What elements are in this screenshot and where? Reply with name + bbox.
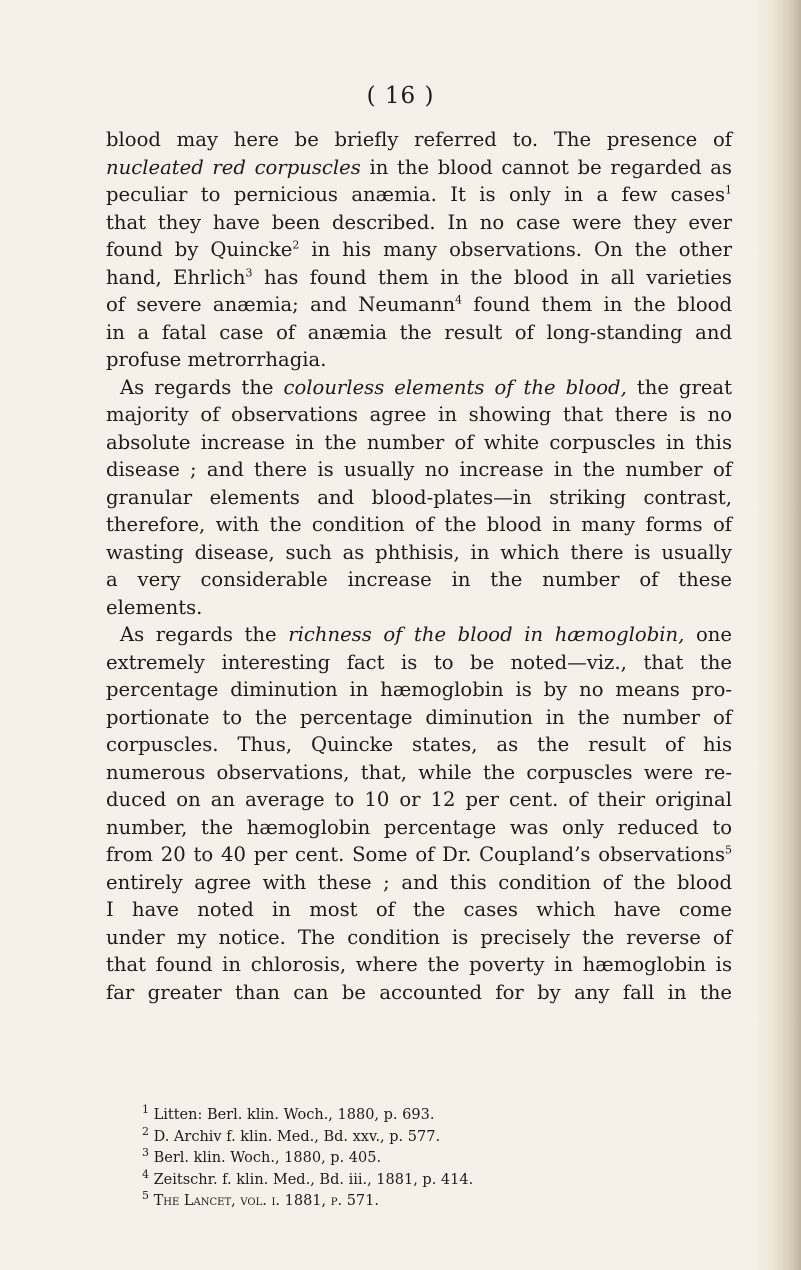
text-line <box>106 319 732 347</box>
text-run: therefore, with the condition of the blood in many forms of <box>106 513 732 536</box>
footnote <box>142 1167 742 1192</box>
text-run: majority of observations agree in showing that there is no <box>106 403 732 426</box>
text-run: hand, Ehrlich <box>106 265 246 289</box>
footnote-text: The Lancet, vol. i. 1881, p. 571. <box>149 1193 379 1209</box>
footnote-ref: 3 <box>245 265 253 279</box>
text-line <box>106 181 732 209</box>
text-run: disease ; and there is usually no increase in the number of <box>106 458 732 481</box>
footnote-text: Berl. klin. Woch., 1880, p. 405. <box>149 1150 382 1166</box>
footnote-number: 3 <box>142 1146 149 1160</box>
text-run: wasting disease, such as phthisis, in which there is usually <box>106 540 732 564</box>
text-line <box>106 649 732 677</box>
text-line <box>106 511 732 539</box>
text-line <box>106 374 732 402</box>
text-line <box>106 429 732 457</box>
footnote-number: 1 <box>142 1103 149 1117</box>
page-number: ( 16 ) <box>366 83 435 109</box>
text-run: profuse metrorrhagia. <box>106 348 327 371</box>
text-line <box>106 209 732 237</box>
text-run: in his many observations. On the other <box>299 238 732 261</box>
text-line <box>106 704 732 732</box>
footnote-ref: 5 <box>725 843 732 857</box>
text-run: in the blood cannot be regarded as <box>360 155 732 179</box>
text-run: entirely agree with these ; and this condition of the blood <box>106 870 732 894</box>
text-run: absolute increase in the number of white corpuscles in this <box>106 430 732 454</box>
text-run: in a fatal case of anæmia the result of long-standing and <box>106 320 732 344</box>
text-run: the great <box>626 375 732 399</box>
text-run: percentage diminution in hæmoglobin is by no means pro- <box>106 678 732 701</box>
body-text <box>106 126 732 1006</box>
text-line <box>106 924 732 952</box>
footnote-ref: 4 <box>455 293 463 307</box>
text-line <box>106 951 732 979</box>
text-line <box>106 236 732 264</box>
text-run: extremely interesting fact is to be noted—viz., that the <box>106 650 732 674</box>
text-run: peculiar to pernicious anæmia. It is only in a few cases <box>106 183 725 206</box>
text-run: one <box>684 623 732 646</box>
text-line <box>106 346 732 374</box>
text-line <box>106 484 732 512</box>
text-line <box>106 869 732 897</box>
text-run: elements. <box>106 595 203 619</box>
italic-text: colourless elements of the blood, <box>283 375 627 399</box>
italic-text: nucleated red corpuscles <box>106 155 361 179</box>
text-run: that found in chlorosis, where the poverty in hæmoglobin is <box>106 953 732 976</box>
text-line <box>106 154 732 182</box>
text-line <box>106 566 732 594</box>
text-run: has found them in the blood in all varieties <box>252 265 732 289</box>
footnote <box>142 1191 742 1213</box>
text-run: corpuscles. Thus, Quincke states, as the result of his <box>106 733 732 756</box>
footnote-text: Litten: Berl. klin. Woch., 1880, p. 693. <box>149 1107 435 1123</box>
text-line <box>106 896 732 924</box>
text-line <box>106 539 732 567</box>
footnote-number: 5 <box>142 1189 149 1203</box>
footnote <box>142 1124 742 1149</box>
text-run: found by Quincke <box>106 238 293 261</box>
text-run: a very considerable increase in the number of these <box>106 568 732 591</box>
text-line <box>106 401 732 429</box>
text-run: under my notice. The condition is precisely the reverse of <box>106 925 732 949</box>
text-line <box>106 814 732 842</box>
page-edge-shadow <box>755 0 801 1270</box>
text-run: from 20 to 40 per cent. Some of Dr. Coupland’s observations <box>106 843 725 866</box>
text-run: granular elements and blood-plates—in striking contrast, <box>106 485 732 509</box>
text-line <box>106 621 732 649</box>
footnote-ref: 1 <box>725 183 732 197</box>
italic-text: richness of the blood in hæmoglobin, <box>288 623 685 646</box>
text-line <box>106 676 732 704</box>
text-line <box>106 731 732 759</box>
text-run: portionate to the percentage diminution in the number of <box>106 705 732 729</box>
footnote <box>142 1148 742 1170</box>
text-line <box>106 841 732 869</box>
footnote <box>142 1105 742 1127</box>
text-line <box>106 759 732 787</box>
text-run: duced on an average to 10 or 12 per cent. of their original <box>106 788 732 811</box>
text-run: As regards the <box>120 375 284 399</box>
text-line <box>106 456 732 484</box>
text-run: blood may here be briefly referred to. The presence of <box>106 128 732 151</box>
footnote-number: 2 <box>142 1124 149 1138</box>
footnote-ref: 2 <box>292 238 300 252</box>
text-run: found them in the blood <box>462 293 732 316</box>
footnote-text: D. Archiv f. klin. Med., Bd. xxv., p. 577. <box>149 1128 441 1145</box>
text-line <box>106 786 732 814</box>
footnotes <box>142 1105 742 1213</box>
text-line <box>106 291 732 319</box>
text-run: number, the hæmoglobin percentage was only reduced to <box>106 815 732 839</box>
text-run: of severe anæmia; and Neumann <box>106 293 456 316</box>
footnote-text: Zeitschr. f. klin. Med., Bd. iii., 1881, p. 414. <box>149 1171 474 1188</box>
text-line <box>106 126 732 154</box>
footnote-number: 4 <box>142 1167 149 1181</box>
text-line <box>106 594 732 622</box>
text-run: far greater than can be accounted for by any fall in the <box>106 980 732 1004</box>
text-run: I have noted in most of the cases which have come <box>106 898 732 921</box>
text-run: numerous observations, that, while the corpuscles were re- <box>106 760 732 784</box>
text-line <box>106 264 732 292</box>
text-run: As regards the <box>120 623 289 646</box>
text-run: that they have been described. In no case were they ever <box>106 210 732 234</box>
text-line <box>106 979 732 1007</box>
